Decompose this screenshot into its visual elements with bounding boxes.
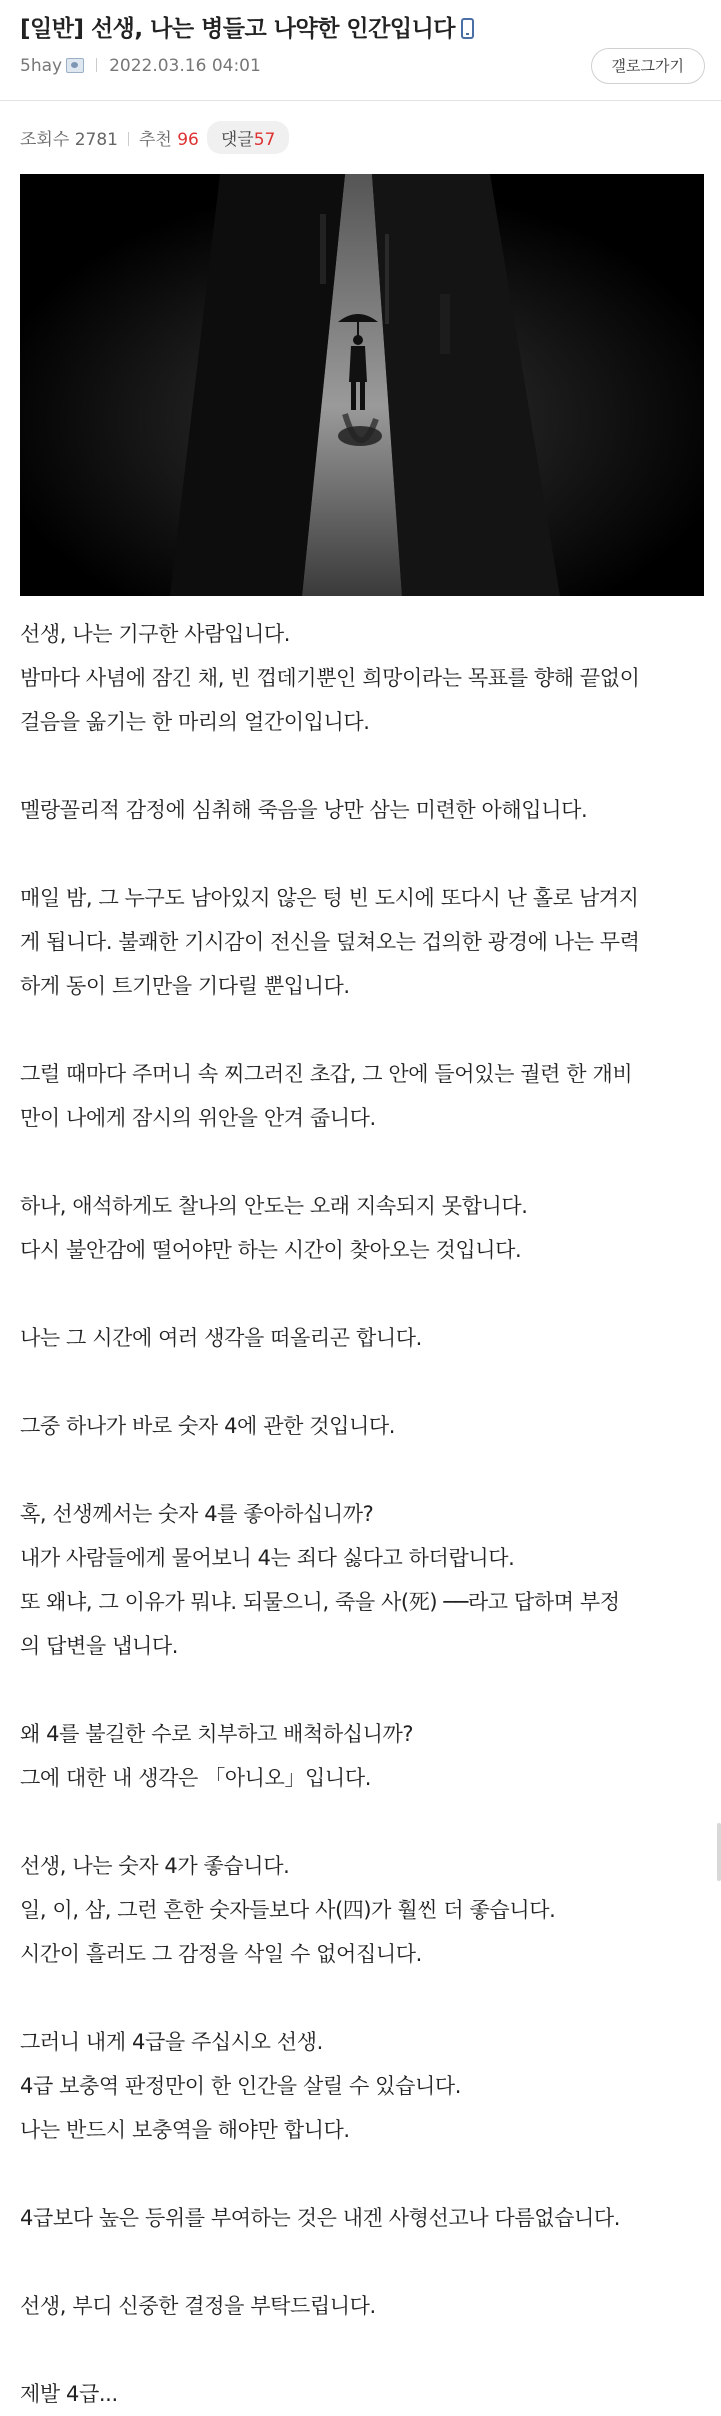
- scrollbar-thumb[interactable]: [717, 1823, 721, 1881]
- content-line: 하게 동이 트기만을 기다릴 뿐입니다.: [20, 974, 350, 998]
- paragraph-gap: [20, 1360, 710, 1404]
- content-line: 선생, 부디 신중한 결정을 부탁드립니다.: [20, 2294, 376, 2318]
- comment-count-badge[interactable]: [207, 121, 290, 154]
- paragraph-gap: [20, 1668, 710, 1712]
- views-count: 2781: [74, 130, 118, 150]
- content-line: 하나, 애석하게도 찰나의 안도는 오래 지속되지 못합니다.: [20, 1194, 528, 1218]
- content-line: 만이 나에게 잠시의 위안을 안겨 줍니다.: [20, 1106, 376, 1130]
- content-line: 밤마다 사념에 잠긴 채, 빈 껍데기뿐인 희망이라는 목표를 향해 끝없이: [20, 666, 640, 690]
- content-line: 일, 이, 삼, 그런 흔한 숫자들보다 사(四)가 훨씬 더 좋습니다.: [20, 1898, 556, 1922]
- content-line: 매일 밤, 그 누구도 남아있지 않은 텅 빈 도시에 또다시 난 홀로 남겨지: [20, 886, 639, 910]
- content-line: 시간이 흘러도 그 감정을 삭일 수 없어집니다.: [20, 1942, 422, 1966]
- stats-divider: [128, 132, 129, 146]
- content-line: 그중 하나가 바로 숫자 4에 관한 것입니다.: [20, 1414, 396, 1438]
- author-name[interactable]: 5hay: [20, 56, 63, 76]
- paragraph-gap: [20, 2240, 710, 2284]
- content-line: 혹, 선생께서는 숫자 4를 좋아하십니까?: [20, 1502, 374, 1526]
- content-line: 그럴 때마다 주머니 속 찌그러진 초갑, 그 안에 들어있는 궐련 한 개비: [20, 1062, 633, 1086]
- paragraph-gap: [20, 2328, 710, 2372]
- comments-label: 댓글: [220, 130, 254, 150]
- content-line: 그에 대한 내 생각은 「아니오」입니다.: [20, 1766, 371, 1790]
- content-line: 걸음을 옮기는 한 마리의 얼간이입니다.: [20, 710, 370, 734]
- comments-count: 57: [253, 130, 276, 150]
- mobile-phone-icon: [461, 18, 474, 39]
- paragraph-gap: [20, 1800, 710, 1844]
- meta-divider: [96, 58, 97, 72]
- content-line: 또 왜냐, 그 이유가 뭐냐. 되물으니, 죽을 사(死) ──라고 답하며 부정: [20, 1590, 620, 1614]
- paragraph-gap: [20, 1140, 710, 1184]
- post-stats: [20, 121, 289, 154]
- paragraph-gap: [20, 744, 710, 788]
- content-line: 의 답변을 냅니다.: [20, 1634, 179, 1658]
- paragraph-gap: [20, 2152, 710, 2196]
- post-title: [일반] 선생, 나는 병들고 나약한 인간입니다: [20, 10, 474, 43]
- recommend-count: 96: [177, 130, 199, 150]
- content-line: 나는 그 시간에 여러 생각을 떠올리곤 합니다.: [20, 1326, 422, 1350]
- alley-rain-photo: [20, 174, 704, 596]
- paragraph-gap: [20, 1272, 710, 1316]
- gallery-log-button[interactable]: 갤로그가기: [591, 48, 705, 84]
- content-line: 나는 반드시 보충역을 해야만 합니다.: [20, 2118, 350, 2142]
- user-badge-icon: [66, 58, 84, 73]
- content-line: 선생, 나는 숫자 4가 좋습니다.: [20, 1854, 290, 1878]
- content-line: 4급보다 높은 등위를 부여하는 것은 내겐 사형선고나 다름없습니다.: [20, 2206, 621, 2230]
- post-meta: [20, 56, 261, 76]
- post-datetime: 2022.03.16 04:01: [109, 56, 261, 76]
- content-line: 제발 4급...: [20, 2382, 118, 2406]
- post-header: [0, 0, 721, 98]
- content-line: 선생, 나는 기구한 사람입니다.: [20, 622, 291, 646]
- paragraph-gap: [20, 1976, 710, 2020]
- header-divider: [0, 100, 721, 101]
- paragraph-gap: [20, 832, 710, 876]
- post-image: [20, 174, 704, 596]
- post-content: [20, 612, 710, 2416]
- views-label: 조회수: [20, 130, 70, 150]
- recommend-label: 추천: [138, 130, 172, 150]
- paragraph-gap: [20, 1008, 710, 1052]
- content-line: 그러니 내게 4급을 주십시오 선생.: [20, 2030, 323, 2054]
- paragraph-gap: [20, 1448, 710, 1492]
- content-line: 4급 보충역 판정만이 한 인간을 살릴 수 있습니다.: [20, 2074, 461, 2098]
- content-line: 게 됩니다. 불쾌한 기시감이 전신을 덮쳐오는 겁의한 광경에 나는 무력: [20, 930, 640, 954]
- content-line: 내가 사람들에게 물어보니 4는 죄다 싫다고 하더랍니다.: [20, 1546, 515, 1570]
- content-line: 다시 불안감에 떨어야만 하는 시간이 찾아오는 것입니다.: [20, 1238, 522, 1262]
- content-line: 멜랑꼴리적 감정에 심취해 죽음을 낭만 삼는 미련한 아해입니다.: [20, 798, 588, 822]
- content-line: 왜 4를 불길한 수로 치부하고 배척하십니까?: [20, 1722, 414, 1746]
